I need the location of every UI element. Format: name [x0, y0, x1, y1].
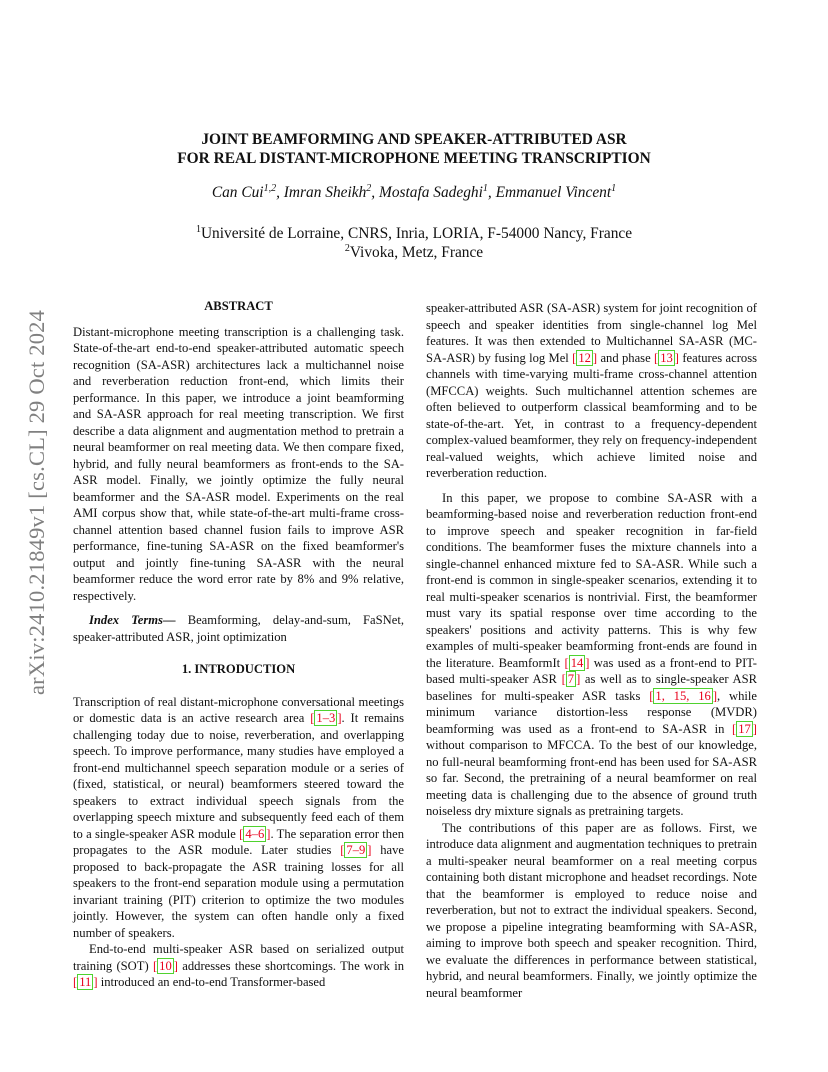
intro-paragraph-1: Transcription of real distant-microphone conversational meetings or domestic data is an active research area [ 1–3 ]. It remains challenging today due to noise, reverberation, and overlapping speech. To improve performance, many studies have employed a front-end multichannel speech separation module or a series of (fixed, statistical, or neural) beamformers steered toward the speakers to extract individual speech signals from the overlapping speech mixture and subsequently feed each of them to a single-speaker ASR module [ 4–6 ]. The separation error then propagates to the ASR module. Later studies [ 7–9 ] have proposed to back-propagate the ASR training losses for all speakers to the front-end separation module using a permutation invariant training (PIT) criterion to optimize the two modules jointly. However, the system can often handle only a fixed number of speakers.: [73, 694, 405, 940]
citation-link[interactable]: [ 14 ]: [564, 655, 590, 670]
left-column: [73, 298, 404, 991]
citation-link[interactable]: [ 13 ]: [654, 350, 679, 365]
affiliation-2: [0, 243, 828, 262]
author-affiliation-marker: 1: [611, 182, 617, 194]
citation-link[interactable]: [ 1–3 ]: [310, 711, 342, 725]
citation-link[interactable]: [ 1, 15, 16 ]: [649, 688, 718, 703]
author-list: Can Cui$^{1,2}$, Imran Sheikh$^2$, Mostafa Sadeghi$^1$, Emmanuel Vincent$^1$: [211, 182, 617, 201]
affiliation-1: [0, 224, 828, 243]
affiliation-1-marker: 1: [195, 223, 201, 235]
intro-paragraph-5: The contributions of this paper are as follows. First, we introduce data alignment and augmentation techniques to pretrain a multi-speaker neural beamformer on a real meeting corpus containing both distant microphone and headset recordings. Note that the beamformer is employed to reduce noise and reverberation, but not to extract the individual speakers. Second, we propose a pipeline integrating beamforming with SA-ASR, aiming to improve both speech and speaker recognition. Third, we evaluate the differences in performance between statistical, hybrid, and neural beamformers. Finally, we jointly optimize the neural beamformer: [426, 820, 757, 1000]
author-name: Imran Sheikh: [283, 184, 367, 201]
arxiv-identifier: arXiv:2410.21849v1 [cs.CL] 29 Oct 2024: [24, 309, 49, 695]
citation-link[interactable]: [ 7–9 ]: [340, 843, 372, 857]
citation-link[interactable]: [ 10 ]: [152, 958, 178, 973]
title-line-2: FOR REAL DISTANT-MICROPHONE MEETING TRANSCRIPTION: [177, 150, 651, 167]
right-column: [426, 300, 757, 1001]
affiliation-2-text: Vivoka, Metz, France: [349, 244, 484, 261]
author-name: Mostafa Sadeghi: [379, 184, 483, 201]
author-affiliation-marker: 1,2: [263, 182, 277, 194]
citation-link[interactable]: [ 17 ]: [732, 721, 757, 736]
affiliation-1-text: Université de Lorraine, CNRS, Inria, LORIA, F-54000 Nancy, France: [200, 225, 633, 242]
citation-link[interactable]: [ 7 ]: [561, 672, 581, 686]
title-line-1: JOINT BEAMFORMING AND SPEAKER-ATTRIBUTED ASR: [201, 131, 627, 148]
citation-link[interactable]: [ 4–6 ]: [239, 826, 271, 841]
paper-title: [0, 130, 828, 168]
intro-paragraph-3: speaker-attributed ASR (SA-ASR) system for joint recognition of speech and speaker identities from single-channel log Mel features. It was then extended to Multichannel SA-ASR (MC-SA-ASR) by fusing log Mel [ 12 ] and phase [ 13 ] features across channels with time-varying multi-frame cross-channel attention (MFCCA) weights. Such multichannel attention schemes are often believed to outperform classical beamforming and to be state-of-the-art. Yet, in contrast to a frequency-dependent complex-valued beamformer, they rely on frequency-independent real-valued weights, which achieve limited noise and reverberation reduction.: [426, 301, 757, 480]
index-terms-text: Beamforming, delay-and-sum, FaSNet, speaker-attributed ASR, joint optimization: [73, 613, 404, 644]
index-terms: [73, 612, 404, 645]
author-affiliation-marker: 1: [482, 182, 488, 194]
abstract-text: Distant-microphone meeting transcription is a challenging task. State-of-the-art end-to-end speaker-attributed automatic speech recognition (SA-ASR) architectures lack a multichannel noise and reverberation reduction front-end, which limits their performance. In this paper, we introduce a joint beamforming and SA-ASR approach for real meeting transcription. We first describe a data alignment and augmentation method to pretrain a neural beamformer on real meeting data. We then compare fixed, hybrid, and fully neural beamformers as front-ends to the SA-ASR model. Finally, we jointly optimize the fully neural beamformer and the SA-ASR model. Experiments on the real AMI corpus show that, while state-of-the-art multi-frame cross-channel attention based channel fusion fails to improve ASR performance, fine-tuning SA-ASR on the fixed beamformer's output and jointly fine-tuning SA-ASR with the neural beamformer reduce the word error rate by 8% and 9% relative, respectively.: [73, 324, 404, 603]
citation-link[interactable]: [ 12 ]: [572, 350, 598, 365]
citation-link[interactable]: [ 11 ]: [73, 975, 98, 989]
author-name: Can Cui: [211, 184, 264, 201]
abstract-heading: ABSTRACT: [204, 299, 273, 313]
intro-paragraph-4: In this paper, we propose to combine SA-ASR with a beamforming-based noise and reverberation reduction front-end to improve speech and speaker recognition in far-field conditions. The beamformer fuses the mixture channels into a single-channel enhanced mixture fed to SA-ASR. While such a front-end is common in single-speaker scenarios, extending it to real multi-speaker scenarios is nontrivial. First, the beamformer must vary its spatial response over time according to the speakers' positions and activity patterns. This is why few examples of multi-speaker beamforming front-ends are found in the literature. BeamformIt [ 14 ] was used as a front-end to PIT-based multi-speaker ASR [ 7 ] as well as to single-speaker ASR baselines for multi-speaker ASR tasks [ 1, 15, 16 ], while minimum variance distortion-less response (MVDR) beamforming was used as a front-end to SA-ASR in [ 17 ] without comparison to MFCCA. To the best of our knowledge, no full-neural beamforming front-end has been used for SA-ASR so far. Second, the pretraining of a neural beamformer on real meeting data is challenging due to the absence of ground truth noiseless dry mixture signals as pretraining targets.: [426, 490, 758, 818]
introduction-heading: 1. INTRODUCTION: [181, 662, 296, 676]
affiliation-2-marker: 2: [344, 242, 350, 254]
affiliations: [0, 224, 828, 262]
author-name: Emmanuel Vincent: [495, 184, 612, 201]
index-terms-label: Index Terms—: [89, 613, 176, 627]
author-affiliation-marker: 2: [366, 182, 372, 194]
intro-paragraph-2: End-to-end multi-speaker ASR based on serialized output training (SOT) [ 10 ] addresses these shortcomings. The work in [ 11 ] introduced an end-to-end Transformer-based: [73, 942, 404, 989]
